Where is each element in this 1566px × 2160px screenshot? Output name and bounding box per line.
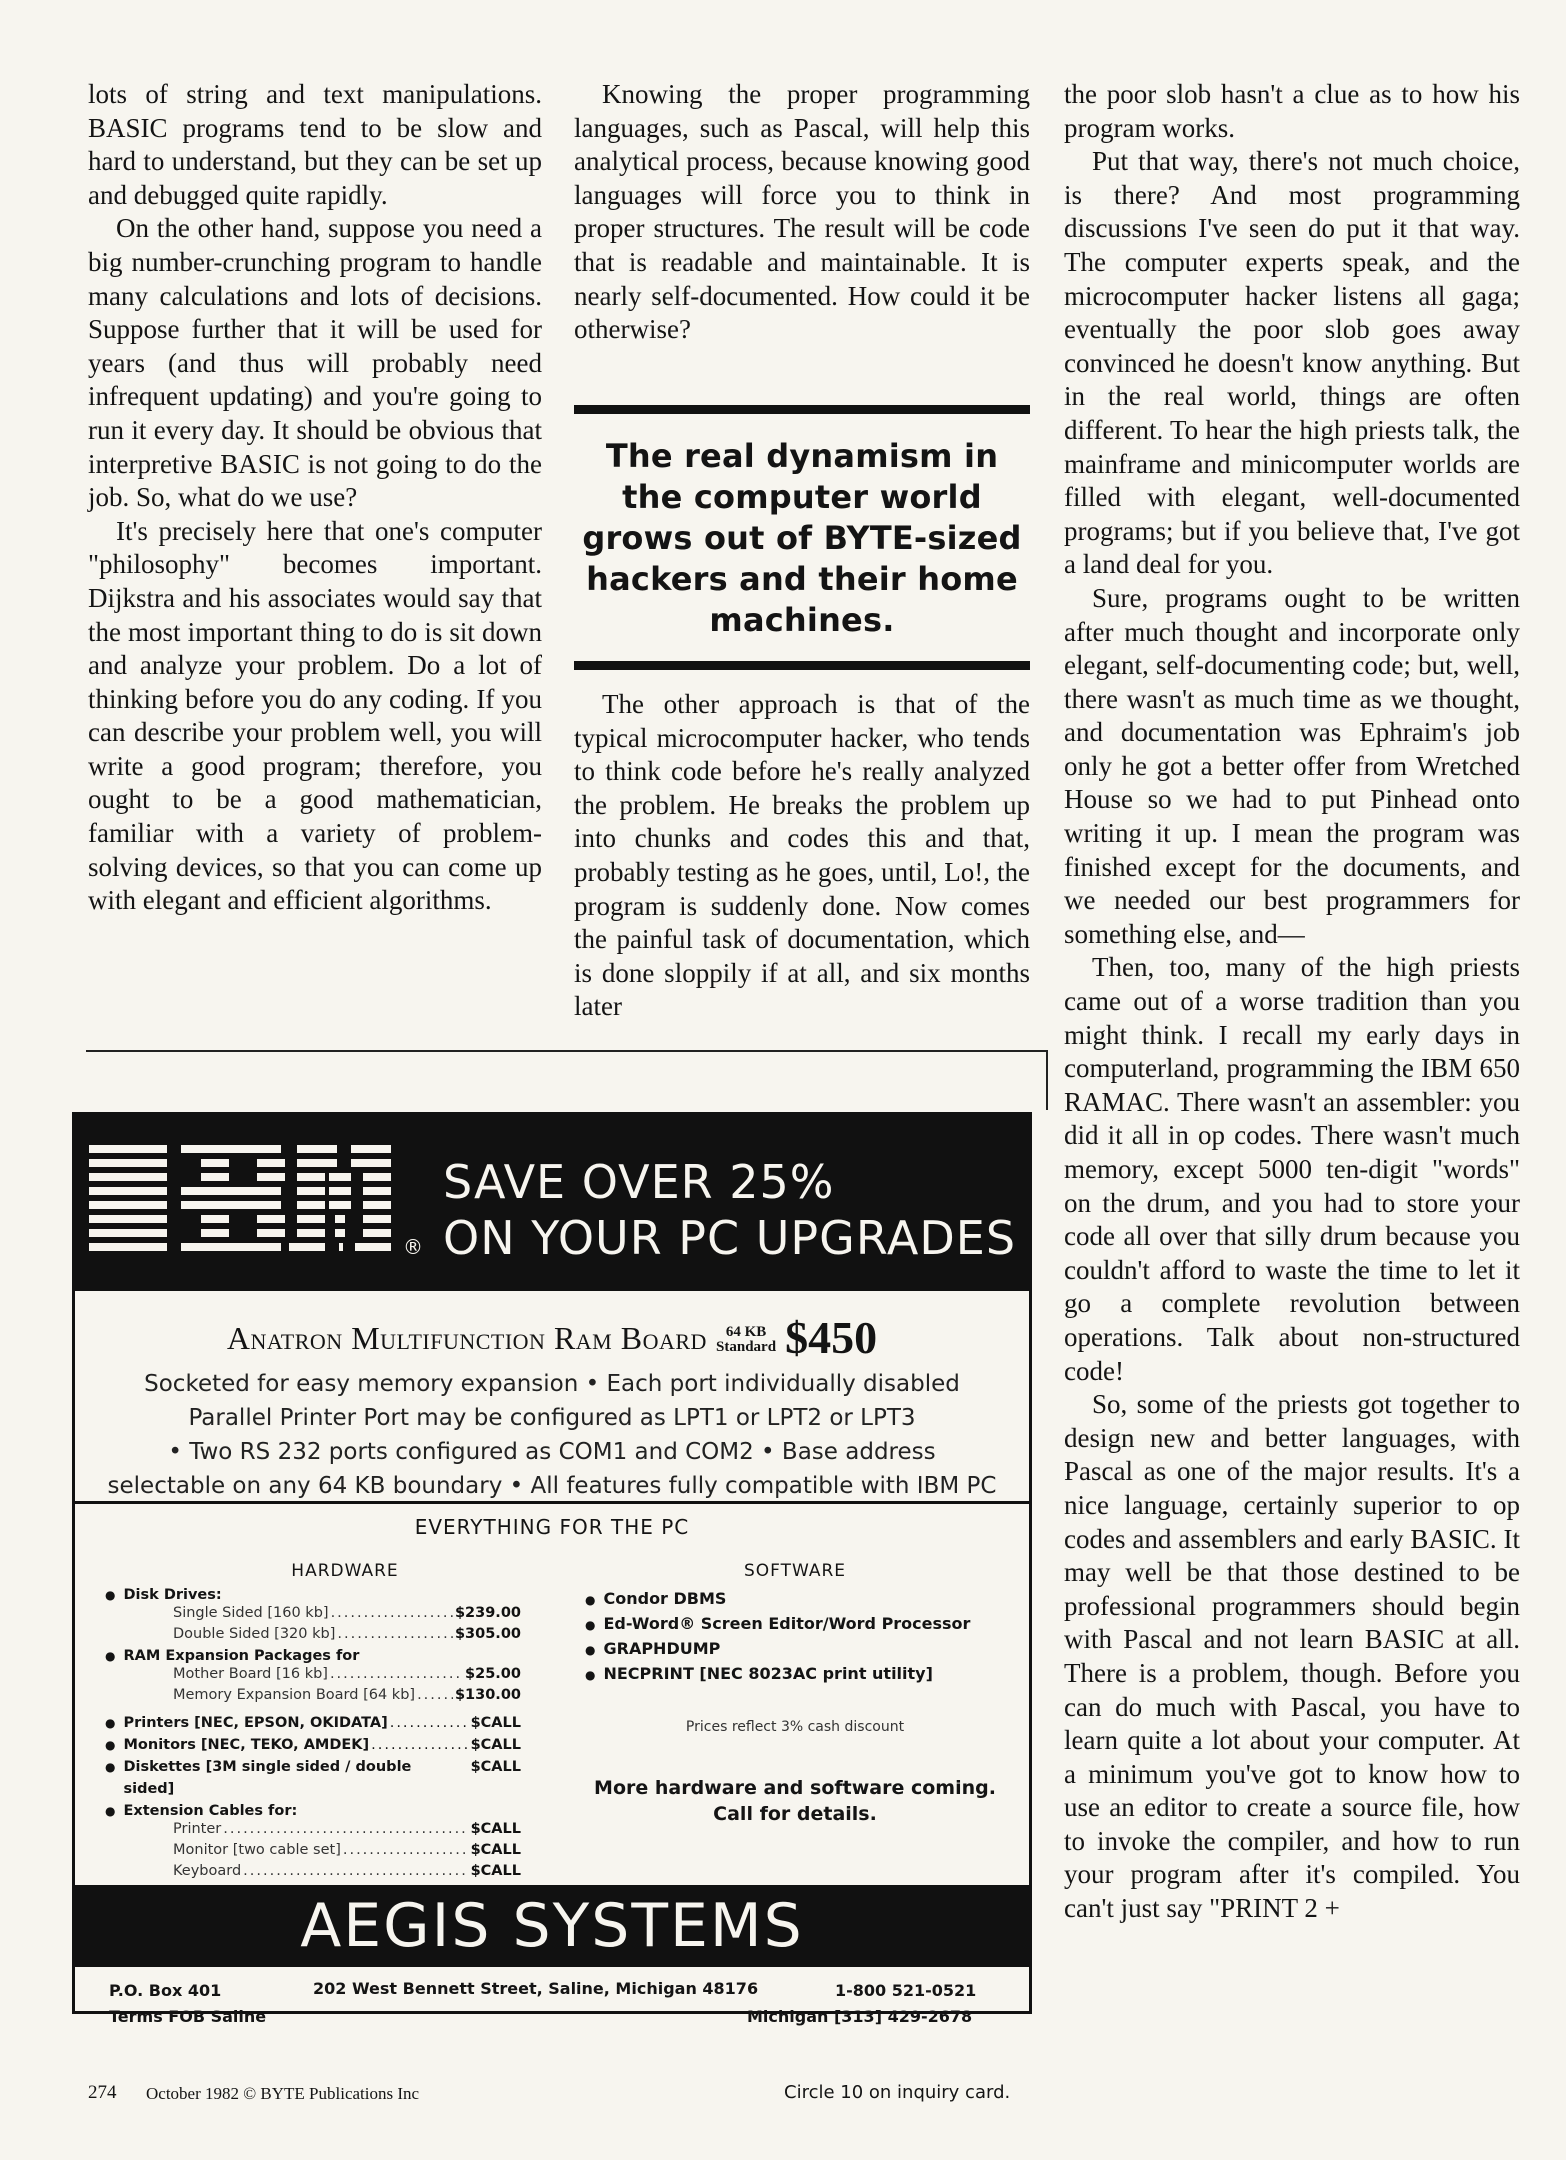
- item-price: $CALL: [470, 1863, 521, 1879]
- software-item: ● Condor DBMS: [585, 1587, 1005, 1612]
- item-price: $25.00: [465, 1666, 521, 1682]
- more-coming-note: [585, 1775, 1005, 1827]
- leader-dots: [337, 1624, 453, 1645]
- item-name: Memory Expansion Board [64 kb]: [173, 1687, 416, 1703]
- aegis-advertisement: [72, 1112, 1032, 2026]
- registered-mark: ®: [403, 1235, 423, 1259]
- hardware-title: HARDWARE: [291, 1561, 399, 1581]
- price-row: [173, 1624, 521, 1645]
- ad-top-rule: [86, 1050, 1048, 1052]
- ad-section-divider: [75, 1501, 1029, 1504]
- price-row: [173, 1664, 521, 1685]
- software-title: SOFTWARE: [743, 1561, 847, 1581]
- paragraph: the poor slob hasn't a clue as to how his program works.: [1064, 79, 1520, 143]
- diskettes-row: [105, 1756, 521, 1800]
- leader-dots: [223, 1819, 468, 1840]
- article-column-2-top: [574, 78, 1030, 347]
- ram-feature: Socketed for easy memory expansion • Each port individually disabled: [144, 1371, 960, 1397]
- toll-free-phone: 1-800 521-0521: [835, 1981, 977, 2000]
- item-name: Keyboard: [173, 1863, 242, 1879]
- item-name: Double Sided [320 kb]: [173, 1626, 336, 1642]
- ad-headline-line-2: ON YOUR PC UPGRADES: [443, 1211, 1017, 1265]
- ram-feature: Parallel Printer Port may be configured as LPT1 or LPT2 or LPT3: [188, 1405, 916, 1431]
- everything-title: EVERYTHING FOR THE PC: [414, 1515, 690, 1539]
- item-price: $130.00: [454, 1687, 521, 1703]
- ram-board-title: [75, 1311, 1029, 1364]
- leader-dots: [371, 1734, 468, 1756]
- ram-feature: • Two RS 232 ports configured as COM1 and COM2 • Base address: [168, 1439, 936, 1465]
- ad-banner: [75, 1115, 1029, 1291]
- prices-note: Prices reflect 3% cash discount: [685, 1719, 905, 1735]
- shipping-terms: Terms FOB Saline: [109, 2007, 267, 2026]
- leader-dots: [330, 1664, 463, 1685]
- price-row: [173, 1840, 521, 1861]
- leader-dots: [390, 1712, 469, 1734]
- item-name: Monitor [two cable set]: [173, 1842, 341, 1858]
- extension-cables-label: ● Extension Cables for:: [105, 1803, 545, 1819]
- pull-quote-top-rule: [574, 405, 1030, 414]
- paragraph: Knowing the proper programming languages, such as Pascal, will help this analytical process, because knowing good languages will force you to think in proper structures. The result will be code that is readable and maintainable. It is nearly self-documented. How could it be otherwise?: [574, 79, 1030, 345]
- pull-quote-text: The real dynamism in the computer world grows out of BYTE-sized hackers and their home machines.: [582, 437, 1022, 639]
- item-price: $CALL: [470, 1821, 521, 1837]
- item-name: ● Monitors [NEC, TEKO, AMDEK]: [123, 1737, 370, 1753]
- leader-dots: [417, 1685, 453, 1706]
- company-name-banner: AEGIS SYSTEMS: [75, 1885, 1029, 1967]
- item-price: $305.00: [454, 1626, 521, 1642]
- software-item: ● Ed-Word® Screen Editor/Word Processor: [585, 1612, 1005, 1637]
- paragraph: On the other hand, suppose you need a big number-crunching program to handle many calculations and lots of decisions. Suppose further that it will be used for years (and thus will probably need infrequent updating) and you're going to run it every day. It should be obvious that interpretive BASIC is not going to do the job. So, what do we use?: [88, 213, 542, 513]
- item-name: Single Sided [160 kb]: [173, 1605, 329, 1621]
- paragraph: It's precisely here that one's computer "philosophy" becomes important. Dijkstra and his associates would say that the most important thing to do is sit down and analyze your problem. Do a lot of thinking before you do any coding. If you can describe your problem well, you will write a good program; therefore, you ought to be a good mathematician, familiar with a variety of problem-solving devices, so that you can come up with elegant and efficient algorithms.: [88, 515, 542, 916]
- price-row: [173, 1819, 521, 1840]
- more-line-2: Call for details.: [713, 1803, 877, 1825]
- ram-standard-label: Standard: [716, 1339, 777, 1355]
- ram-board-name: Anatron Multifunction Ram Board: [226, 1320, 707, 1356]
- ram-kb-label: 64 KB: [725, 1324, 767, 1340]
- leader-dots: [243, 1861, 468, 1882]
- article-column-2-bottom: [574, 688, 1030, 1024]
- ram-packages-label: ● RAM Expansion Packages for: [105, 1648, 545, 1664]
- ram-board-capacity: [716, 1325, 776, 1355]
- item-name: Printer: [173, 1821, 222, 1837]
- item-price: $CALL: [470, 1737, 521, 1753]
- item-price: $CALL: [470, 1759, 521, 1775]
- ibm-logo: [89, 1145, 399, 1255]
- article-column-1: [88, 78, 542, 918]
- pull-quote-bottom-rule: [574, 661, 1030, 670]
- software-list: [585, 1561, 1005, 1827]
- paragraph: Sure, programs ought to be written after much thought and incorporate only elegant, self-documenting code; but, well, there wasn't as much time as we thought, and documentation was Ephraim's job only he got a better offer from Wretched House so we had to put Pinhead onto writing it up. I mean the program was finished except for the documents, and we needed our best programmers for something else, and—: [1064, 582, 1520, 949]
- price-row: [173, 1861, 521, 1882]
- price-row: [173, 1603, 521, 1624]
- paragraph: lots of string and text manipulations. BASIC programs tend to be slow and hard to understand, but they can be set up and debugged quite rapidly.: [88, 79, 542, 210]
- paragraph: The other approach is that of the typical microcomputer hacker, who tends to think code before he's really analyzed the problem. He breaks the problem up into chunks and codes this and that, probably testing as he goes, until, Lo!, the program is suddenly done. Now comes the painful task of documentation, which is done sloppily if at all, and six months later: [574, 689, 1030, 1022]
- michigan-phone: Michigan [313] 429-2678: [747, 2007, 973, 2026]
- inquiry-card-note: Circle 10 on inquiry card.: [784, 2082, 1011, 2103]
- po-box: P.O. Box 401: [109, 1981, 222, 2000]
- printers-row: [105, 1712, 521, 1734]
- ad-headline-line-1: SAVE OVER 25%: [443, 1155, 835, 1209]
- ram-feature: selectable on any 64 KB boundary • All features fully compatible with IBM PC: [107, 1473, 997, 1499]
- item-name: Mother Board [16 kb]: [173, 1666, 328, 1682]
- item-price: $CALL: [470, 1842, 521, 1858]
- ram-board-section: [75, 1291, 1029, 1499]
- paragraph: Then, too, many of the high priests came out of a worse tradition than you might think. I recall my early days in computerland, programming the IBM 650 RAMAC. There wasn't an assembler: you did it all in op codes. There wasn't much memory, except 5000 ten-digit "words" on the drum, and you had to store your code all over that silly drum because you couldn't afford to waste the time to let it go a complete revolution between operations. Talk about non-structured code!: [1064, 952, 1520, 1386]
- software-item: ● GRAPHDUMP: [585, 1637, 1005, 1662]
- pull-quote: [574, 405, 1030, 670]
- item-name: ● Diskettes [3M single sided / double sided]: [123, 1759, 412, 1797]
- page-number: 274: [88, 2082, 117, 2103]
- hardware-list: [105, 1561, 545, 1882]
- software-item: ● NECPRINT [NEC 8023AC print utility]: [585, 1662, 1005, 1687]
- leader-dots: [343, 1840, 469, 1861]
- item-price: $CALL: [470, 1715, 521, 1731]
- issue-line: October 1982 © BYTE Publications Inc: [146, 2084, 420, 2103]
- disk-drives-label: ● Disk Drives:: [105, 1587, 545, 1603]
- item-price: $239.00: [454, 1605, 521, 1621]
- ram-board-price: $450: [785, 1312, 878, 1363]
- paragraph: So, some of the priests got together to design new and better languages, with Pascal as one of the major results. It's a nice language, certainly superior to op codes and assemblers and early BASIC. It may well be that those destined to be professional programmers should begin with Pascal and not learn BASIC at all. There is a problem, though. Before you can do much with Pascal, you have to learn quite a lot about your computer. At a minimum you've got to know how to use an editor to create a source file, how to invoke the compiler, and how to run your program after it's compiled. You can't just say "PRINT 2 +: [1064, 1389, 1520, 1924]
- street-address: 202 West Bennett Street, Saline, Michigan 48176: [313, 1979, 759, 1998]
- ad-side-rule: [1046, 1050, 1048, 1110]
- paragraph: Put that way, there's not much choice, is there? And most programming discussions I've seen do put it that way. The computer experts speak, and the microcomputer hacker listens all gaga; eventually the poor slob goes away convinced he doesn't know anything. But in the real world, things are often different. To hear the high priests talk, the mainframe and minicomputer worlds are filled with elegant, well-documented programs; but if you believe that, I've got a land deal for you.: [1064, 146, 1520, 580]
- monitors-row: [105, 1734, 521, 1756]
- more-line-1: More hardware and software coming.: [594, 1777, 996, 1799]
- article-column-3: [1064, 78, 1520, 1926]
- leader-dots: [331, 1603, 453, 1624]
- item-name: ● Printers [NEC, EPSON, OKIDATA]: [123, 1715, 388, 1731]
- price-row: [173, 1685, 521, 1706]
